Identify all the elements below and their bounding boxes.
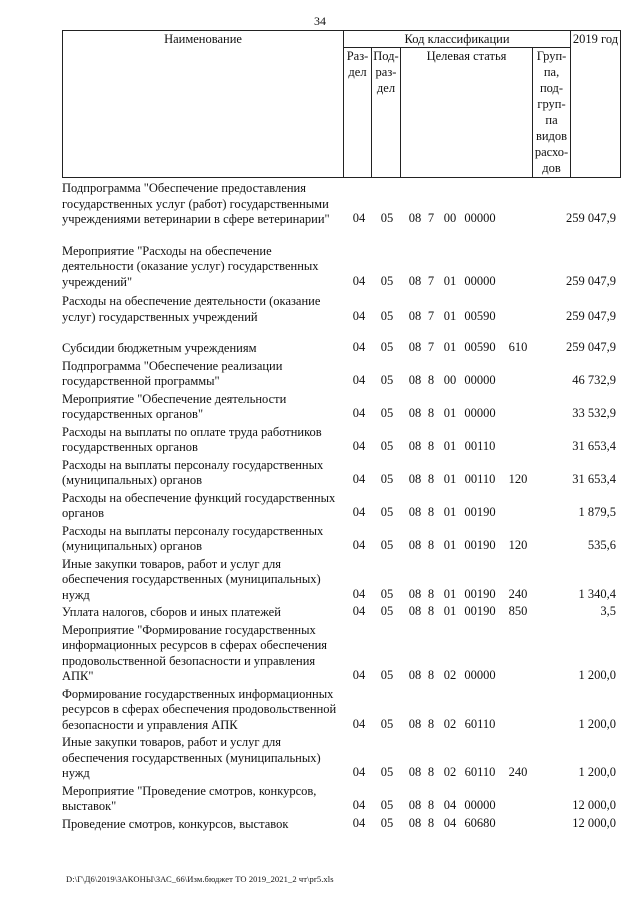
row-amount: 259 047,9 bbox=[566, 273, 616, 288]
row-amount: 535,6 bbox=[587, 538, 616, 552]
row-amount: 12 000,0 bbox=[572, 815, 616, 830]
row-group: 120 bbox=[508, 538, 528, 552]
row-target-subprogram: 8 bbox=[427, 505, 435, 519]
table-body bbox=[62, 181, 620, 832]
row-target-program: 08 bbox=[408, 604, 422, 618]
row-razdel: 04 bbox=[352, 765, 366, 779]
header-year: 2019 год bbox=[571, 31, 621, 178]
row-target-event: 00 bbox=[443, 373, 457, 387]
row-target-direction: 00000 bbox=[464, 373, 496, 387]
row-name: Подпрограмма "Обеспечение реализации государственной программы" bbox=[62, 358, 283, 388]
row-target-program: 08 bbox=[408, 815, 422, 830]
row-target-event: 01 bbox=[443, 604, 457, 618]
row-target-subprogram: 8 bbox=[427, 439, 435, 453]
row-target-program: 08 bbox=[408, 340, 422, 354]
row-name: Расходы на выплаты персоналу государственных (муниципальных) органов bbox=[62, 523, 324, 553]
table-row bbox=[62, 181, 620, 228]
table-row bbox=[62, 557, 620, 604]
row-name: Субсидии бюджетным учреждениям bbox=[62, 341, 257, 355]
row-podrazdel: 05 bbox=[380, 815, 394, 830]
row-target-program: 08 bbox=[408, 538, 422, 552]
row-target-program: 08 bbox=[408, 439, 422, 453]
row-amount: 1 879,5 bbox=[578, 505, 616, 519]
row-amount: 1 200,0 bbox=[578, 765, 616, 779]
row-target-event: 02 bbox=[443, 668, 457, 682]
table-row bbox=[62, 687, 620, 734]
row-target-event: 01 bbox=[443, 308, 457, 323]
row-group: 240 bbox=[508, 586, 528, 601]
row-target-direction: 00000 bbox=[464, 273, 496, 288]
row-target-event: 04 bbox=[443, 815, 457, 830]
row-target-subprogram: 8 bbox=[427, 668, 435, 682]
table-row bbox=[62, 491, 620, 522]
row-amount: 1 200,0 bbox=[578, 716, 616, 731]
row-target-direction: 00000 bbox=[464, 668, 496, 682]
row-name: Мероприятие "Проведение смотров, конкурсов, выставок" bbox=[62, 783, 317, 813]
row-podrazdel: 05 bbox=[380, 538, 394, 552]
row-target-event: 01 bbox=[443, 439, 457, 453]
row-target-subprogram: 8 bbox=[427, 604, 435, 618]
row-razdel: 04 bbox=[352, 472, 366, 486]
row-target-event: 02 bbox=[443, 765, 457, 779]
row-podrazdel: 05 bbox=[380, 604, 394, 618]
header-group: Груп- па, под- груп- па видов расхо- дов bbox=[533, 48, 571, 178]
row-target-subprogram: 8 bbox=[427, 373, 435, 387]
row-target-subprogram: 8 bbox=[427, 765, 435, 779]
row-target-direction: 60110 bbox=[464, 765, 496, 779]
row-target-event: 01 bbox=[443, 406, 457, 420]
row-podrazdel: 05 bbox=[380, 472, 394, 486]
row-razdel: 04 bbox=[352, 505, 366, 519]
row-target-direction: 60680 bbox=[464, 815, 496, 830]
row-target-subprogram: 8 bbox=[427, 472, 435, 486]
row-target-subprogram: 7 bbox=[427, 273, 435, 288]
table-row bbox=[62, 784, 620, 815]
row-razdel: 04 bbox=[352, 373, 366, 387]
row-amount: 259 047,9 bbox=[566, 308, 616, 323]
row-target-direction: 00000 bbox=[464, 798, 496, 812]
row-name: Расходы на выплаты по оплате труда работников государственных органов bbox=[62, 424, 322, 454]
row-target-direction: 00110 bbox=[464, 472, 496, 486]
row-target-subprogram: 7 bbox=[427, 340, 435, 354]
row-podrazdel: 05 bbox=[380, 308, 394, 323]
row-name: Проведение смотров, конкурсов, выставок bbox=[62, 816, 289, 831]
row-target-event: 04 bbox=[443, 798, 457, 812]
row-name: Расходы на обеспечение функций государственных органов bbox=[62, 490, 336, 520]
row-target-direction: 00000 bbox=[464, 211, 496, 225]
header-razdel: Раз- дел bbox=[344, 48, 372, 178]
row-razdel: 04 bbox=[352, 716, 366, 731]
row-target-direction: 00110 bbox=[464, 439, 496, 453]
row-amount: 3,5 bbox=[600, 604, 616, 618]
row-target-subprogram: 7 bbox=[427, 211, 435, 225]
row-target-event: 02 bbox=[443, 716, 457, 731]
row-name: Мероприятие "Обеспечение деятельности государственных органов" bbox=[62, 391, 287, 421]
row-target-subprogram: 8 bbox=[427, 716, 435, 731]
table-row bbox=[62, 294, 620, 325]
table-row bbox=[62, 392, 620, 423]
row-target-direction: 00590 bbox=[464, 340, 496, 354]
row-target-subprogram: 8 bbox=[427, 815, 435, 830]
row-podrazdel: 05 bbox=[380, 765, 394, 779]
row-target-subprogram: 8 bbox=[427, 586, 435, 601]
row-podrazdel: 05 bbox=[380, 668, 394, 682]
page-number: 34 bbox=[314, 14, 326, 28]
row-amount: 33 532,9 bbox=[572, 406, 616, 420]
row-group: 240 bbox=[508, 765, 528, 779]
row-podrazdel: 05 bbox=[380, 340, 394, 354]
row-podrazdel: 05 bbox=[380, 505, 394, 519]
row-target-program: 08 bbox=[408, 716, 422, 731]
row-target-event: 00 bbox=[443, 211, 457, 225]
table-row bbox=[62, 524, 620, 555]
row-razdel: 04 bbox=[352, 798, 366, 812]
row-name: Расходы на обеспечение деятельности (оказание услуг) государственных учреждений bbox=[62, 294, 321, 324]
row-name: Мероприятие "Расходы на обеспечение деятельности (оказание услуг) государственных учреждений" bbox=[62, 243, 319, 289]
row-target-program: 08 bbox=[408, 668, 422, 682]
row-target-direction: 00590 bbox=[464, 308, 496, 323]
row-target-direction: 00190 bbox=[464, 505, 496, 519]
row-group: 850 bbox=[508, 604, 528, 618]
row-name: Уплата налогов, сборов и иных платежей bbox=[62, 605, 281, 619]
row-target-program: 08 bbox=[408, 373, 422, 387]
row-podrazdel: 05 bbox=[380, 373, 394, 387]
header-target: Целевая статья bbox=[401, 48, 533, 178]
row-target-event: 01 bbox=[443, 505, 457, 519]
row-target-program: 08 bbox=[408, 308, 422, 323]
row-razdel: 04 bbox=[352, 211, 366, 225]
row-podrazdel: 05 bbox=[380, 211, 394, 225]
file-path-footer: D:\Г\Д6\2019\ЗАКОНЫ\ЗАС_66\Изм.бюджет ТО 2019_2021_2 чт\pr5.xls bbox=[66, 874, 334, 884]
row-podrazdel: 05 bbox=[380, 273, 394, 288]
row-podrazdel: 05 bbox=[380, 586, 394, 601]
table-row bbox=[62, 359, 620, 390]
row-target-program: 08 bbox=[408, 586, 422, 601]
row-target-event: 01 bbox=[443, 273, 457, 288]
row-target-program: 08 bbox=[408, 273, 422, 288]
row-target-subprogram: 7 bbox=[427, 308, 435, 323]
row-name: Иные закупки товаров, работ и услуг для обеспечения государственных (муниципальных) нужд bbox=[62, 556, 321, 602]
table-row bbox=[62, 425, 620, 456]
row-target-subprogram: 8 bbox=[427, 538, 435, 552]
row-razdel: 04 bbox=[352, 273, 366, 288]
row-podrazdel: 05 bbox=[380, 406, 394, 420]
row-amount: 46 732,9 bbox=[572, 373, 616, 387]
row-razdel: 04 bbox=[352, 538, 366, 552]
row-target-program: 08 bbox=[408, 505, 422, 519]
row-target-direction: 00190 bbox=[464, 538, 496, 552]
row-group: 120 bbox=[508, 472, 528, 486]
row-target-program: 08 bbox=[408, 406, 422, 420]
row-target-direction: 60110 bbox=[464, 716, 496, 731]
row-target-event: 01 bbox=[443, 586, 457, 601]
row-amount: 31 653,4 bbox=[572, 472, 616, 486]
header-code: Код классификации bbox=[344, 31, 571, 48]
row-razdel: 04 bbox=[352, 604, 366, 618]
row-target-direction: 00000 bbox=[464, 406, 496, 420]
table-header bbox=[62, 30, 621, 178]
row-target-event: 01 bbox=[443, 472, 457, 486]
row-target-subprogram: 8 bbox=[427, 406, 435, 420]
row-target-program: 08 bbox=[408, 211, 422, 225]
row-razdel: 04 bbox=[352, 586, 366, 601]
table-row bbox=[62, 623, 620, 685]
row-amount: 259 047,9 bbox=[566, 211, 616, 225]
row-razdel: 04 bbox=[352, 439, 366, 453]
table-row bbox=[62, 341, 620, 357]
row-target-event: 01 bbox=[443, 340, 457, 354]
row-group: 610 bbox=[508, 340, 528, 354]
row-amount: 31 653,4 bbox=[572, 439, 616, 453]
row-podrazdel: 05 bbox=[380, 716, 394, 731]
row-podrazdel: 05 bbox=[380, 439, 394, 453]
row-name: Подпрограмма "Обеспечение предоставления государственных услуг (работ) государственными учреждениями ветеринарии в сфере ветеринарии" bbox=[62, 181, 330, 226]
row-name: Расходы на выплаты персоналу государственных (муниципальных) органов bbox=[62, 457, 324, 487]
table-row bbox=[62, 605, 620, 621]
row-target-program: 08 bbox=[408, 472, 422, 486]
row-amount: 12 000,0 bbox=[572, 798, 616, 812]
row-razdel: 04 bbox=[352, 815, 366, 830]
table-row bbox=[62, 735, 620, 782]
row-amount: 1 200,0 bbox=[578, 668, 616, 682]
row-target-direction: 00190 bbox=[464, 604, 496, 618]
row-target-subprogram: 8 bbox=[427, 798, 435, 812]
row-name: Формирование государственных информационных ресурсов в сферах обеспечения продовольственной безопасности и управления АПК bbox=[62, 686, 337, 732]
table-row bbox=[62, 458, 620, 489]
row-razdel: 04 bbox=[352, 406, 366, 420]
table-row bbox=[62, 817, 620, 833]
table-row bbox=[62, 244, 620, 291]
row-name: Мероприятие "Формирование государственных информационных ресурсов в сферах обеспечения продовольственной безопасности и управления АПК" bbox=[62, 622, 328, 683]
row-target-event: 01 bbox=[443, 538, 457, 552]
row-target-program: 08 bbox=[408, 798, 422, 812]
row-razdel: 04 bbox=[352, 668, 366, 682]
row-amount: 259 047,9 bbox=[566, 340, 616, 354]
row-razdel: 04 bbox=[352, 308, 366, 323]
header-name: Наименование bbox=[63, 31, 344, 178]
header-podrazdel: Под- раз- дел bbox=[372, 48, 401, 178]
row-name: Иные закупки товаров, работ и услуг для обеспечения государственных (муниципальных) нужд bbox=[62, 735, 321, 780]
row-target-program: 08 bbox=[408, 765, 422, 779]
row-target-direction: 00190 bbox=[464, 586, 496, 601]
row-amount: 1 340,4 bbox=[578, 586, 616, 601]
row-podrazdel: 05 bbox=[380, 798, 394, 812]
row-razdel: 04 bbox=[352, 340, 366, 354]
